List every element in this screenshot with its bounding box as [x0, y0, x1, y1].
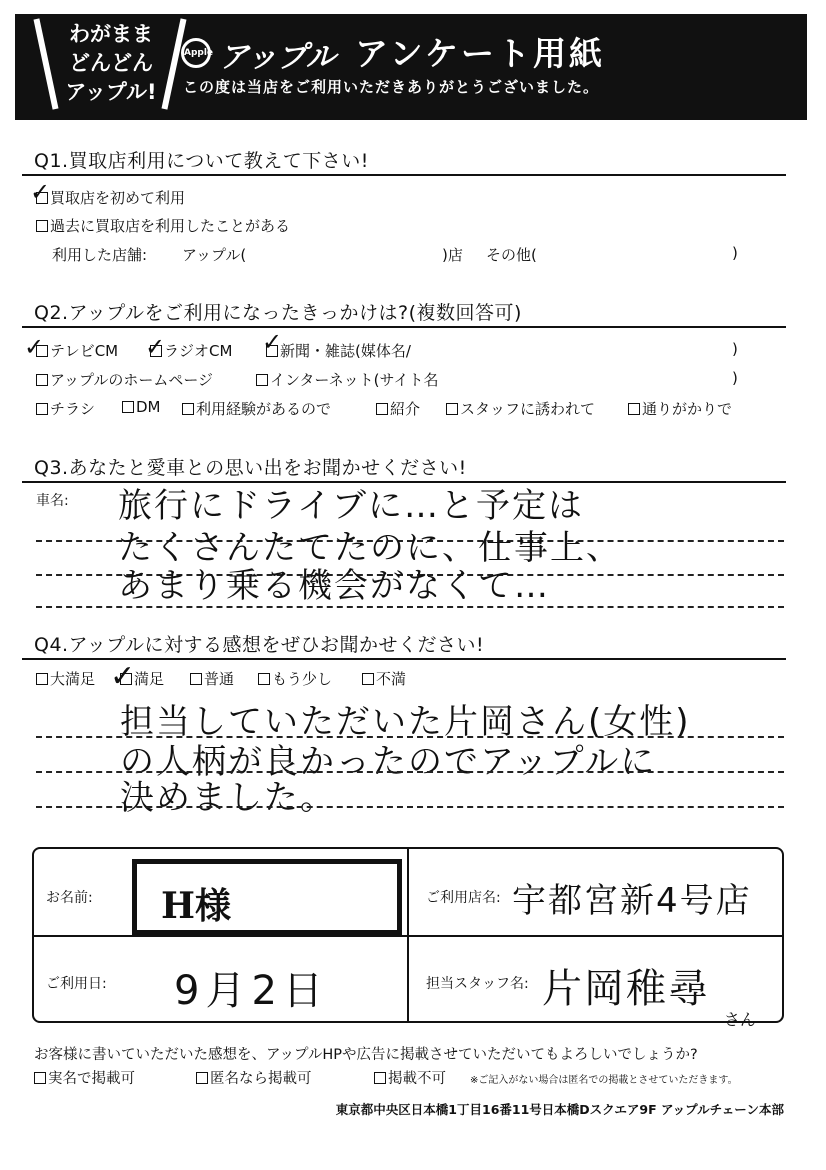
- customer-info-box: [32, 847, 784, 1029]
- head-office-address: 東京都中央区日本橋1丁目16番11号日本橋Dスクエア9F アップルチェーン本部: [335, 1102, 784, 1117]
- option-label: 不満: [376, 670, 407, 688]
- checkbox[interactable]: [362, 673, 374, 685]
- q3-answer-line-1: 旅行にドライブに…と予定は: [118, 486, 584, 526]
- q2-option-dm[interactable]: [122, 398, 161, 416]
- q2-title: Q2.アップルをご利用になったきっかけは?(複数回答可): [34, 302, 522, 324]
- checkbox[interactable]: [374, 1072, 386, 1084]
- q2-news-close: ): [732, 340, 738, 358]
- q3-answer-line-2: たくさんたてたのに、仕事上、: [118, 528, 622, 568]
- checkbox[interactable]: [36, 220, 48, 232]
- name-field[interactable]: [132, 859, 402, 935]
- check-mark-icon: ✓: [145, 333, 166, 361]
- option-label: 通りがかりで: [642, 400, 733, 418]
- option-label: スタッフに誘われて: [460, 400, 596, 418]
- q1-rule: [22, 174, 786, 176]
- checkbox[interactable]: [182, 403, 194, 415]
- slogan-line-3: アップル!: [65, 80, 157, 104]
- q4-option-very-satisfied[interactable]: [36, 668, 95, 689]
- answer-line: [36, 806, 784, 808]
- option-label: 買取店を初めて利用: [50, 189, 186, 207]
- q1-store-apple: アップル(: [182, 246, 247, 264]
- q1-option-first-time[interactable]: [36, 187, 185, 208]
- checkbox[interactable]: [256, 374, 268, 386]
- store-label: ご利用店名:: [426, 890, 501, 906]
- q2-option-homepage[interactable]: [36, 369, 213, 390]
- staff-label: 担当スタッフ名:: [426, 976, 529, 992]
- q4-answer-line-1: 担当していただいた片岡さん(女性): [120, 702, 691, 742]
- q2-option-flyer[interactable]: [36, 398, 95, 419]
- q2-option-news[interactable]: [266, 340, 411, 361]
- slogan-line-2: どんどん: [69, 51, 153, 75]
- staff-suffix: さん: [724, 1010, 757, 1029]
- q2-option-staff[interactable]: [446, 398, 595, 419]
- staff-value[interactable]: 片岡稚尋: [542, 966, 710, 1012]
- q4-answer-line-3: 決めました。: [120, 778, 336, 818]
- publish-permission-question: お客様に書いていただいた感想を、アップルHPや広告に掲載させていただいてもよろしいでしょうか?: [34, 1047, 698, 1063]
- checkbox[interactable]: [36, 673, 48, 685]
- q4-option-little-more[interactable]: [258, 668, 332, 689]
- q2-option-passing[interactable]: [628, 398, 732, 419]
- option-label: 新聞・雑誌(媒体名/: [280, 342, 411, 360]
- q2-internet-close: ): [732, 369, 738, 387]
- option-label: 実名で掲載可: [48, 1071, 135, 1087]
- option-label: ラジオCM: [164, 342, 233, 360]
- q2-option-tv[interactable]: [36, 340, 118, 361]
- checkbox[interactable]: [258, 673, 270, 685]
- option-label: もう少し: [272, 670, 333, 688]
- divider: [34, 935, 782, 937]
- q4-title: Q4.アップルに対する感想をぜひお聞かせください!: [34, 634, 485, 656]
- check-mark-icon: ✓: [110, 659, 136, 694]
- option-label: DM: [136, 398, 161, 416]
- slogan: [55, 20, 167, 107]
- q4-rule: [22, 658, 786, 660]
- q3-title: Q3.あなたと愛車との思い出をお聞かせください!: [34, 457, 467, 479]
- q1-title: Q1.買取店利用について教えて下さい!: [34, 150, 369, 172]
- q3-answer-line-3: あまり乗る機会がなくて…: [118, 566, 550, 606]
- brand-name: アップル: [219, 40, 336, 75]
- publish-option-anonymous[interactable]: [196, 1067, 312, 1088]
- form-header: [15, 14, 807, 120]
- apple-logo-icon: Apple: [181, 38, 211, 68]
- checkbox[interactable]: [122, 401, 134, 413]
- q4-option-dissatisfied[interactable]: [362, 668, 406, 689]
- checkbox[interactable]: [36, 374, 48, 386]
- option-label: インターネット(サイト名: [270, 371, 439, 389]
- thanks-message: この度は当店をご利用いただきありがとうございました。: [183, 78, 600, 96]
- q2-option-referral[interactable]: [376, 398, 420, 419]
- option-label: テレビCM: [50, 342, 119, 360]
- name-value: H様: [161, 885, 232, 927]
- q4-answer-line-2: の人柄が良かったのでアップルに: [120, 742, 657, 782]
- q2-rule: [22, 326, 786, 328]
- name-label: お名前:: [46, 890, 93, 906]
- checkbox[interactable]: [628, 403, 640, 415]
- option-label: 掲載不可: [388, 1071, 446, 1087]
- check-mark-icon: ✓: [262, 328, 283, 356]
- checkbox[interactable]: [34, 1072, 46, 1084]
- q2-option-experience[interactable]: [182, 398, 331, 419]
- date-label: ご利用日:: [46, 976, 107, 992]
- option-label: チラシ: [50, 400, 96, 418]
- option-label: 紹介: [390, 400, 421, 418]
- option-label: 普通: [204, 670, 235, 688]
- checkbox[interactable]: [190, 673, 202, 685]
- q1-other: その他(: [486, 246, 537, 264]
- q1-store-suffix: )店: [442, 246, 463, 264]
- checkbox[interactable]: [36, 403, 48, 415]
- date-value[interactable]: 9月2日: [174, 968, 329, 1014]
- q1-store-label: 利用した店舗:: [52, 246, 148, 264]
- form-title: アンケート用紙: [355, 34, 606, 73]
- publish-option-real-name[interactable]: [34, 1067, 135, 1088]
- checkbox[interactable]: [196, 1072, 208, 1084]
- publish-option-not-allowed[interactable]: [374, 1067, 446, 1088]
- publish-note: ※ご記入がない場合は匿名での掲載とさせていただきます。: [470, 1075, 738, 1086]
- option-label: 利用経験があるので: [196, 400, 332, 418]
- q3-car-label: 車名:: [36, 493, 69, 509]
- option-label: 過去に買取店を利用したことがある: [50, 217, 291, 235]
- check-mark-icon: ✓: [24, 333, 45, 361]
- answer-line: [36, 606, 784, 608]
- q2-option-internet[interactable]: [256, 369, 438, 390]
- check-mark-icon: ✓: [30, 178, 51, 206]
- q1-other-close: ): [732, 244, 738, 262]
- checkbox[interactable]: [376, 403, 388, 415]
- option-label: 大満足: [50, 670, 96, 688]
- q4-option-normal[interactable]: [190, 668, 234, 689]
- option-label: アップルのホームページ: [50, 371, 214, 389]
- slogan-line-1: わがまま: [69, 22, 153, 46]
- store-value[interactable]: 宇都宮新4号店: [512, 881, 752, 921]
- option-label: 匿名なら掲載可: [210, 1071, 312, 1087]
- q1-option-used-before[interactable]: [36, 215, 290, 236]
- option-label: 満足: [134, 670, 165, 688]
- checkbox[interactable]: [446, 403, 458, 415]
